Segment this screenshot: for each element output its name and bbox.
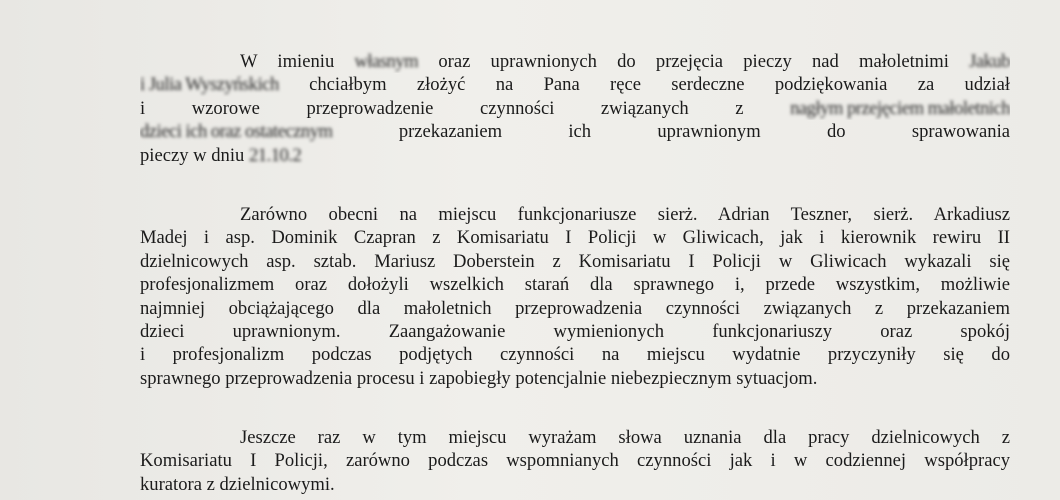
paragraph-1-line-5 <box>140 144 1010 167</box>
paragraph-2-line: i profesjonalizm podczas podjętych czynności na miejscu wydatnie przyczyniły się do <box>140 344 1010 366</box>
text-fragment: W imieniu <box>240 51 335 72</box>
paragraph-1-line-3 <box>140 97 1010 120</box>
text-fragment: przekazaniem ich uprawnionym do sprawowania <box>398 121 1010 143</box>
paragraph-3-line: Jeszcze raz w tym miejscu wyrażam słowa uznania dla pracy dzielnicowych z <box>240 427 1010 448</box>
redacted-text: własnym <box>354 51 419 72</box>
text-fragment: pieczy w dniu <box>140 144 245 166</box>
paragraph-2 <box>140 203 1010 390</box>
paragraph-3-line: kuratora z dzielnicowymi. <box>140 473 335 495</box>
redacted-text: dzieci ich oraz ostatecznym <box>140 121 333 143</box>
paragraph-2-line: dzieci uprawnionym. Zaangażowanie wymienionych funkcjonariuszy oraz spokój <box>140 320 1010 342</box>
paragraph-1 <box>140 50 1010 167</box>
paragraph-1-line-1 <box>140 50 1010 73</box>
text-fragment: oraz uprawnionych do przejęcia pieczy nad małoletnimi <box>438 51 949 72</box>
paragraph-2-line: Madej i asp. Dominik Czapran z Komisariatu I Policji w Gliwicach, jak i kierownik rewiru II <box>140 227 1010 249</box>
text-fragment: i wzorowe przeprowadzenie czynności związanych z <box>140 97 744 119</box>
paragraph-2-line: sprawnego przeprowadzenia procesu i zapobiegły potencjalnie niebezpiecznym sytuacjom. <box>140 367 818 389</box>
paragraph-1-line-4 <box>140 120 1010 143</box>
redacted-text: 21.10.2 <box>248 144 302 166</box>
paragraph-2-line: profesjonalizmem oraz dołożyli wszelkich starań dla sprawnego i, przede wszystkim, możliwie <box>140 274 1010 296</box>
paragraph-1-line-2 <box>140 73 1010 96</box>
redacted-text: Jakub <box>969 51 1010 72</box>
paragraph-2-line: najmniej obciążającego dla małoletnich przeprowadzenia czynności związanych z przekazaniem <box>140 297 1010 319</box>
paragraph-3 <box>140 426 1010 496</box>
paragraph-3-line: Komisariatu I Policji, zarówno podczas wspomnianych czynności jak i w codziennej współpracy <box>140 450 1010 472</box>
paragraph-2-line: Zarówno obecni na miejscu funkcjonariusze sierż. Adrian Teszner, sierż. Arkadiusz <box>240 204 1010 225</box>
text-fragment: chciałbym złożyć na Pana ręce serdeczne podziękowania za udział <box>309 74 1010 96</box>
paragraph-2-line: dzielnicowych asp. sztab. Mariusz Doberstein z Komisariatu I Policji w Gliwicach wykazali się <box>140 250 1010 272</box>
redacted-text: nagłym przejęciem małoletnich <box>790 97 1010 119</box>
redacted-text: i Julia Wyszyńskich <box>140 74 279 96</box>
